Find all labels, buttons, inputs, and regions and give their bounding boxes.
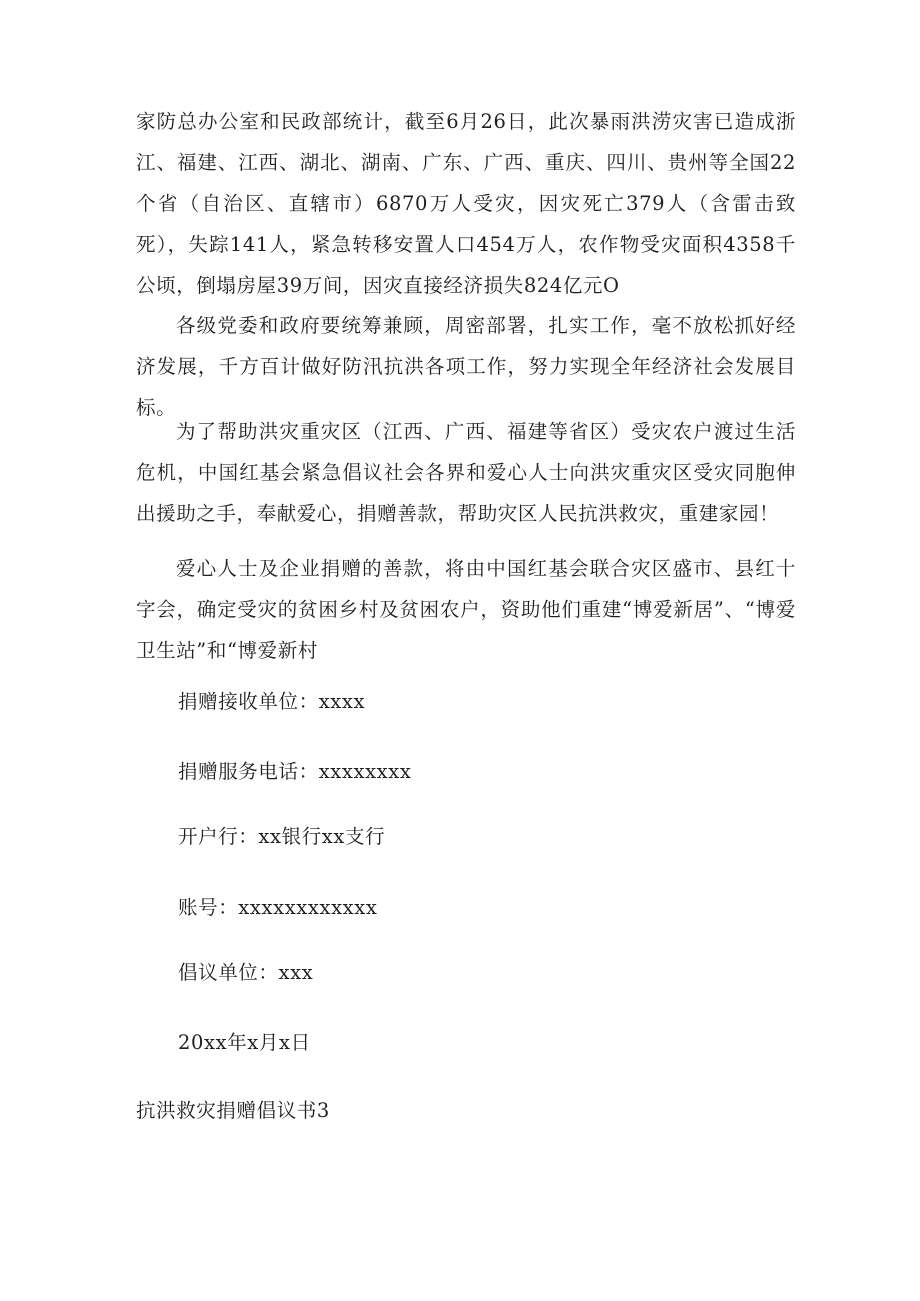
paragraph-appeal: 为了帮助洪灾重灾区（江西、广西、福建等省区）受灾农户渡过生活危机，中国红基会紧急倡议社会各界和爱心人士向洪灾重灾区受灾同胞伸出援助之手，奉献爱心，捐赠善款，帮助灾区人民抗洪救灾，重建家园！: [136, 420, 796, 525]
next-section-heading: 抗洪救灾捐赠倡议书3: [136, 1099, 330, 1122]
paragraph-disaster-statistics: 家防总办公室和民政部统计，截至6月26日，此次暴雨洪涝灾害已造成浙江、福建、江西、湖北、湖南、广东、广西、重庆、四川、贵州等全国22个省（自治区、直辖市）6870万人受灾，因灾死亡379人（含雷击致死），失踪141人，紧急转移安置人口454万人，农作物受灾面积4358千公顷，倒塌房屋39万间，因灾直接经济损失824亿元O: [136, 110, 796, 297]
field-initiator: 倡议单位：xxx: [178, 961, 314, 984]
field-bank: 开户行：xx银行xx支行: [178, 825, 386, 848]
field-donation-recipient: 捐赠接收单位：xxxx: [178, 690, 366, 713]
field-service-phone: 捐赠服务电话：xxxxxxxx: [178, 760, 412, 783]
field-account-number: 账号：xxxxxxxxxxxx: [178, 896, 378, 919]
paragraph-government-call: 各级党委和政府要统筹兼顾，周密部署，扎实工作，毫不放松抓好经济发展，千方百计做好防汛抗洪各项工作，努力实现全年经济社会发展目标。: [136, 314, 796, 419]
paragraph-donation-use: 爱心人士及企业捐赠的善款，将由中国红基会联合灾区盛市、县红十字会，确定受灾的贫困乡村及贫困农户，资助他们重建“博爱新居”、“博爱卫生站”和“博爱新村: [136, 557, 796, 662]
field-date: 20xx年x月x日: [178, 1031, 311, 1054]
